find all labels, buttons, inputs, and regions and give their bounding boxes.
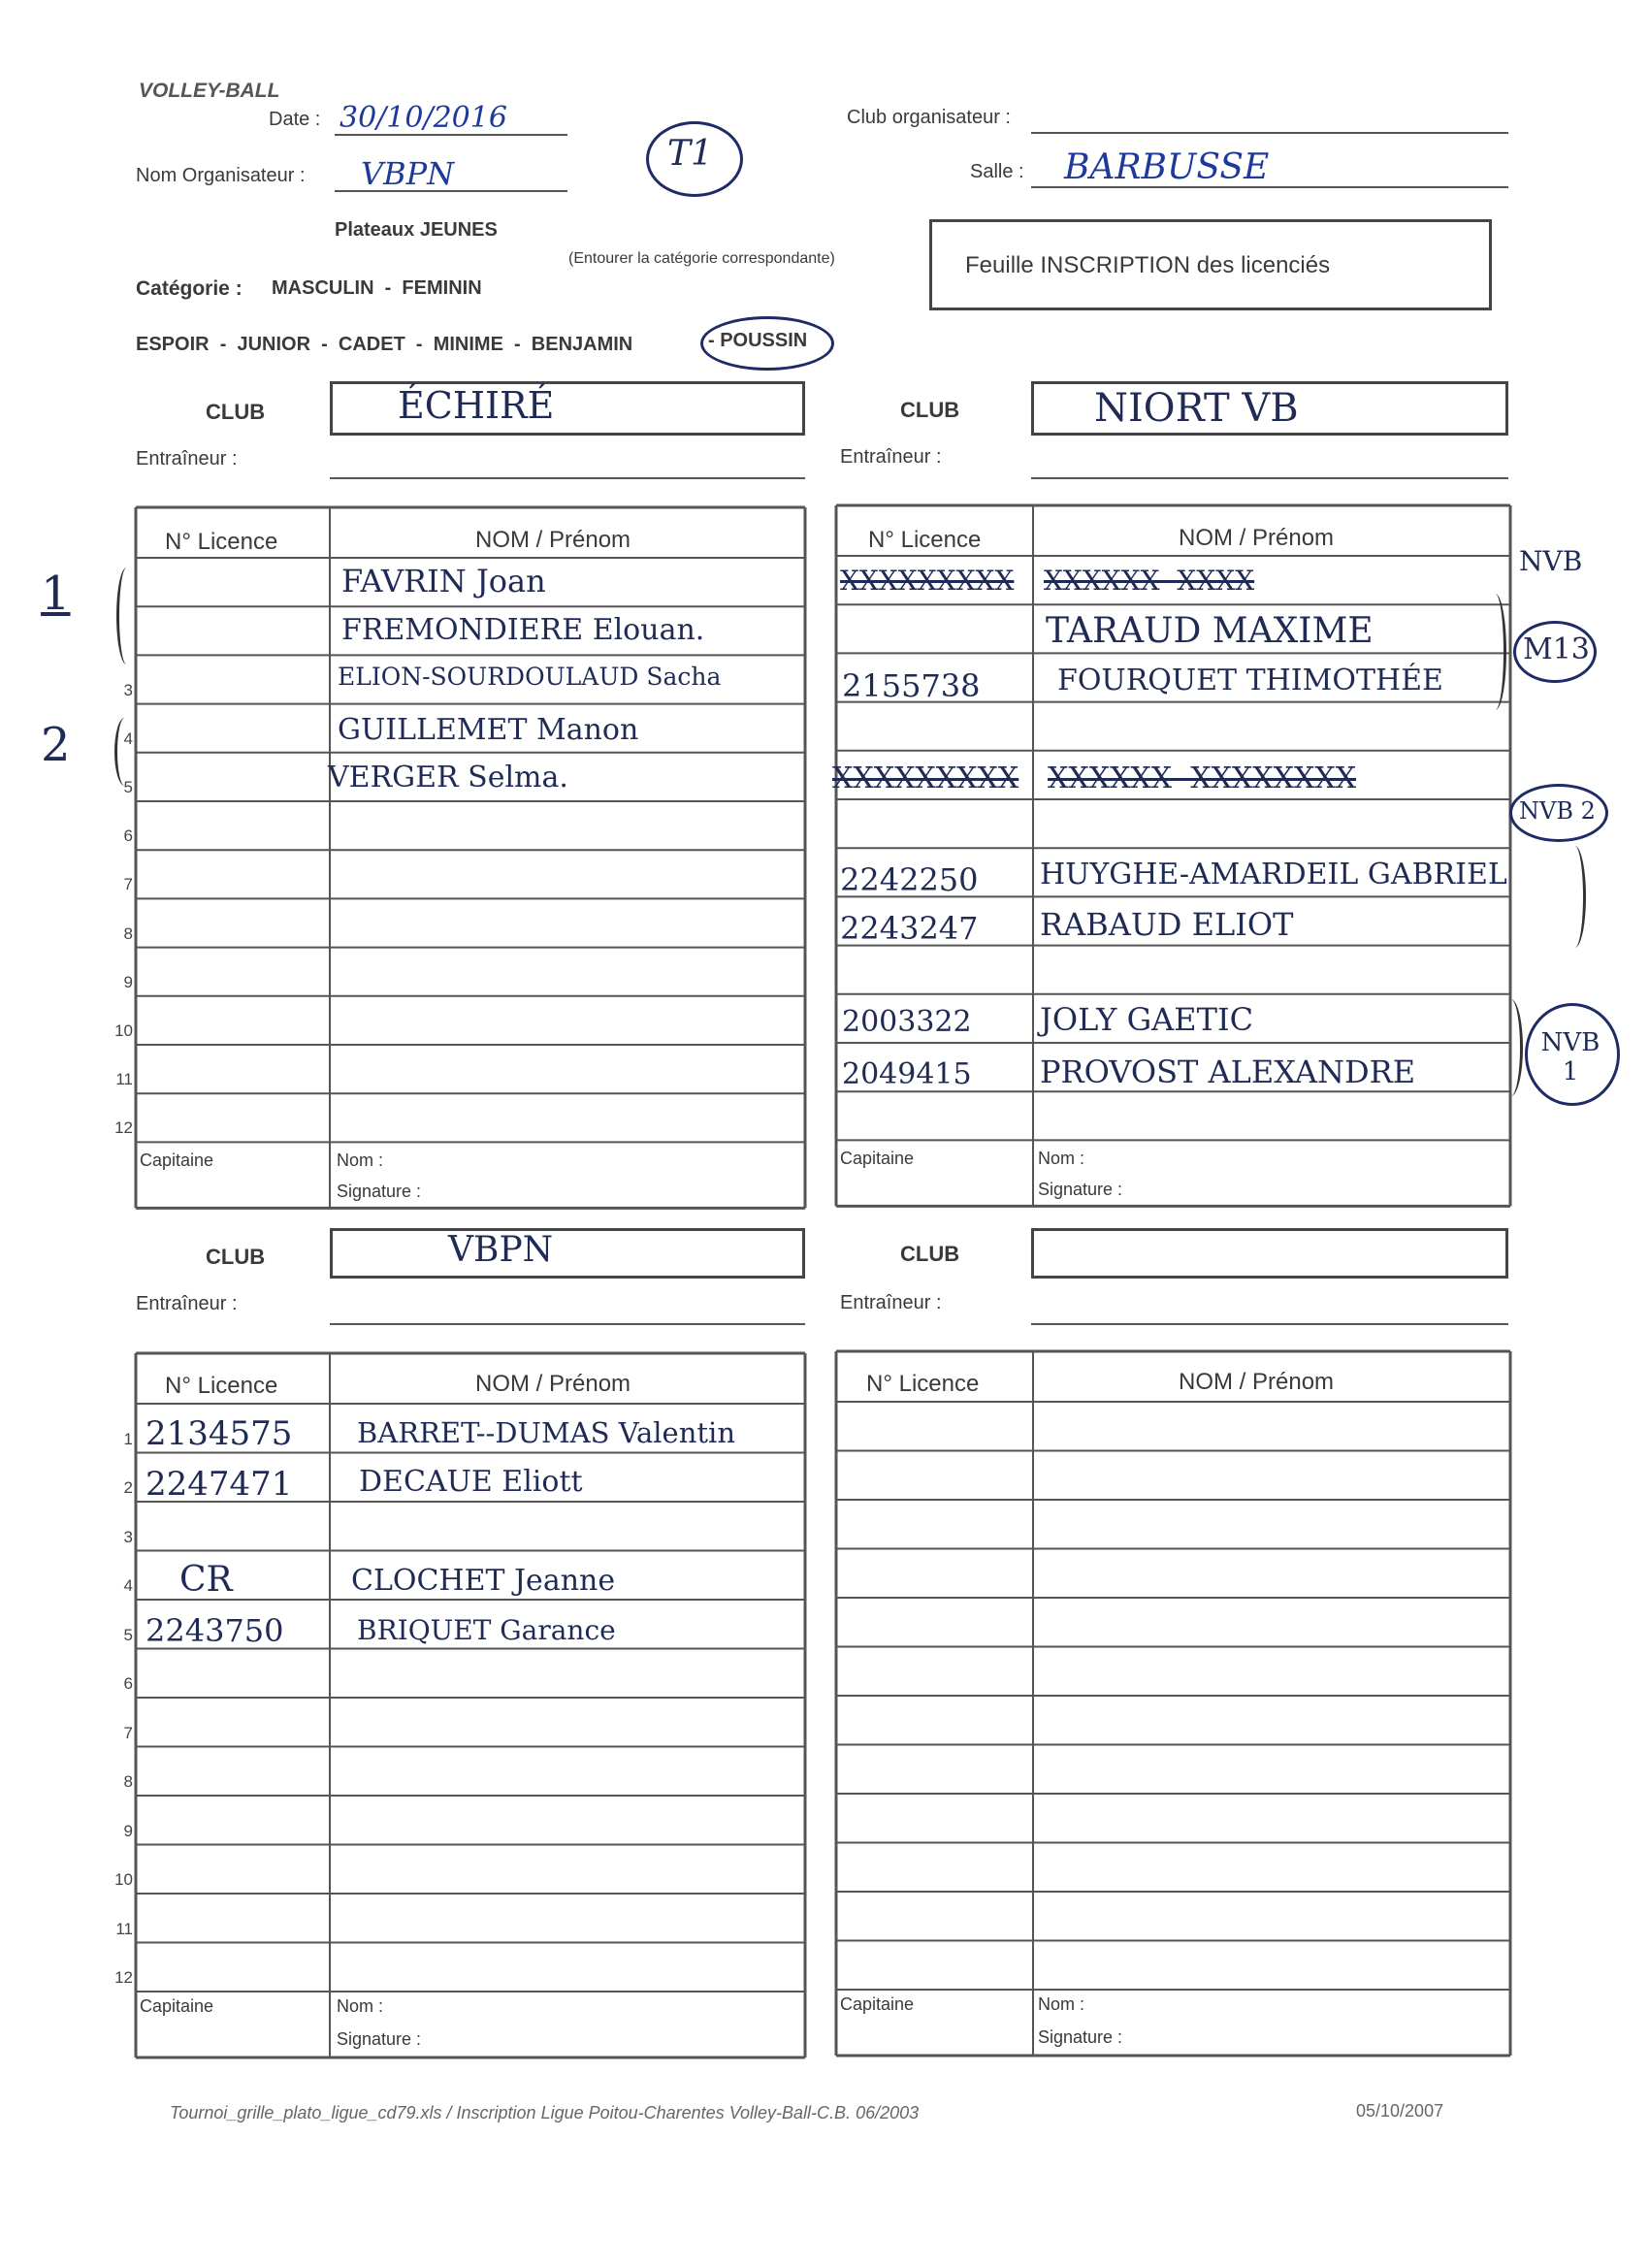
licence-header: N° Licence	[868, 527, 982, 553]
club-label: CLUB	[206, 400, 266, 424]
nom-header: NOM / Prénom	[475, 1371, 631, 1397]
capitaine-nom-label: Nom :	[337, 1150, 384, 1170]
club-org-line	[1031, 132, 1508, 134]
niort-row-8-licence: 2243247	[840, 910, 979, 947]
niort-row-5-struck: XXXXXXXXX	[832, 761, 1019, 795]
annotation-m13: M13	[1523, 632, 1590, 666]
capitaine-signature-label: Signature :	[337, 1182, 422, 1201]
margin-bracket-1	[116, 567, 137, 664]
row-number: 8	[123, 923, 133, 943]
niort-row-10-licence: 2003322	[842, 1005, 972, 1039]
niort-row-7-licence: 2242250	[840, 861, 979, 898]
row-number: 7	[123, 875, 133, 894]
vbpn-row-4-nom: CLOCHET Jeanne	[351, 1564, 616, 1598]
niort-row-11-nom: PROVOST ALEXANDRE	[1040, 1053, 1416, 1090]
row-number: 7	[123, 1723, 133, 1742]
club-name: NIORT VB	[1094, 386, 1299, 431]
echire-row-5-nom: VERGER Selma.	[328, 761, 568, 794]
categorie-label: Catégorie :	[136, 277, 242, 300]
entraineur-label: Entraîneur :	[840, 446, 942, 468]
niort-bracket-2	[1564, 846, 1586, 948]
licence-header: N° Licence	[866, 1371, 980, 1397]
capitaine-nom-label: Nom :	[1038, 1994, 1085, 2014]
niort-bracket-3	[1499, 999, 1523, 1096]
niort-row-8-nom: RABAUD ELIOT	[1040, 906, 1294, 943]
margin-mark-1: 1	[41, 567, 71, 621]
capitaine-label: Capitaine	[840, 1994, 915, 2014]
entraineur-line	[1031, 477, 1508, 479]
entraineur-label: Entraîneur :	[840, 1292, 942, 1313]
categories-selected: - POUSSIN	[708, 330, 808, 351]
club-label: CLUB	[900, 398, 960, 422]
row-number: 1	[123, 1429, 133, 1448]
plateaux-title: Plateaux JEUNES	[335, 219, 498, 241]
club-name: ÉCHIRÉ	[398, 384, 555, 427]
salle-value: BARBUSSE	[1064, 147, 1270, 187]
niort-row-2-nom: TARAUD MAXIME	[1046, 611, 1374, 651]
entraineur-line	[330, 1323, 805, 1325]
capitaine-label: Capitaine	[140, 1996, 214, 2016]
organisateur-value: VBPN	[361, 155, 455, 192]
salle-label: Salle :	[970, 161, 1024, 182]
club-name-box	[330, 1228, 805, 1279]
niort-row-10-nom: JOLY GAETIC	[1040, 1001, 1254, 1038]
row-number: 4	[123, 729, 133, 748]
vbpn-row-1-nom: BARRET--DUMAS Valentin	[357, 1416, 735, 1449]
entraineur-line	[1031, 1323, 1508, 1325]
annotation-nvb1: NVB 1	[1540, 1028, 1600, 1086]
vbpn-row-2-licence: 2247471	[146, 1465, 293, 1504]
niort-row-5-nom-struck: XXXXXX XXXXXXXX	[1048, 761, 1357, 795]
club-label: CLUB	[206, 1245, 266, 1269]
annotation-nvb: NVB	[1519, 545, 1583, 577]
row-number: 11	[115, 1919, 133, 1938]
salle-line	[1031, 186, 1508, 188]
row-number: 6	[123, 826, 133, 846]
footer-file: Tournoi_grille_plato_ligue_cd79.xls / Inscription Ligue Poitou-Charentes Volley-Ball-C.B. 06/2003	[170, 2103, 920, 2122]
club-name: VBPN	[448, 1230, 554, 1270]
row-number: 4	[123, 1576, 133, 1595]
date-line	[335, 134, 567, 136]
entraineur-label: Entraîneur :	[136, 1293, 238, 1314]
row-number: 9	[123, 1821, 133, 1840]
entraineur-line	[330, 477, 805, 479]
row-number: 8	[123, 1772, 133, 1791]
entraineur-label: Entraîneur :	[136, 448, 238, 470]
row-number: 9	[123, 972, 133, 991]
organisateur-label: Nom Organisateur :	[136, 165, 306, 186]
capitaine-label: Capitaine	[840, 1149, 915, 1168]
row-number: 3	[123, 680, 133, 699]
vbpn-row-4-licence: CR	[179, 1560, 233, 1600]
vbpn-row-5-nom: BRIQUET Garance	[357, 1614, 616, 1646]
nom-header: NOM / Prénom	[475, 527, 631, 553]
niort-row-11-licence: 2049415	[842, 1057, 972, 1091]
niort-row-7-nom: HUYGHE-AMARDEIL GABRIEL	[1040, 858, 1507, 891]
categories-line: ESPOIR - JUNIOR - CADET - MINIME - BENJAMIN	[136, 334, 633, 355]
row-number: 10	[114, 1021, 133, 1040]
capitaine-signature-label: Signature :	[337, 2029, 422, 2049]
row-number: 6	[123, 1674, 133, 1693]
licence-header: N° Licence	[165, 1373, 278, 1399]
club-name-box	[1031, 1228, 1508, 1279]
feuille-title: Feuille INSCRIPTION des licenciés	[965, 252, 1331, 278]
row-number: 12	[114, 1118, 133, 1138]
capitaine-label: Capitaine	[140, 1150, 214, 1170]
row-number: 5	[123, 778, 133, 796]
organisateur-line	[335, 190, 567, 192]
club-org-label: Club organisateur :	[847, 107, 1011, 128]
niort-row-1-struck: XXXXXXXXX	[840, 565, 1015, 597]
echire-row-4-nom: GUILLEMET Manon	[338, 713, 639, 747]
row-number: 5	[123, 1625, 133, 1644]
club-label: CLUB	[900, 1242, 960, 1266]
echire-row-3-nom: ELION-SOURDOULAUD Sacha	[338, 663, 722, 691]
capitaine-nom-label: Nom :	[1038, 1149, 1085, 1168]
vbpn-row-1-licence: 2134575	[146, 1414, 293, 1453]
date-value: 30/10/2016	[340, 101, 507, 135]
entourer-note: (Entourer la catégorie correspondante)	[568, 250, 835, 267]
capitaine-nom-label: Nom :	[337, 1996, 384, 2016]
row-number: 2	[123, 1478, 133, 1497]
row-number: 3	[123, 1527, 133, 1546]
niort-row-3-nom: FOURQUET THIMOTHÉE	[1057, 664, 1443, 697]
echire-row-1-nom: FAVRIN Joan	[341, 563, 546, 599]
nom-header: NOM / Prénom	[1179, 1369, 1335, 1395]
vbpn-row-2-nom: DECAUE Eliott	[359, 1465, 583, 1499]
row-number: 12	[114, 1968, 133, 1987]
vbpn-row-5-licence: 2243750	[146, 1612, 284, 1649]
circled-mark: T1	[667, 134, 713, 174]
date-label: Date :	[269, 109, 321, 130]
margin-bracket-2	[114, 718, 135, 786]
footer-date: 05/10/2007	[1356, 2101, 1444, 2121]
sport-title: VOLLEY-BALL	[139, 80, 280, 102]
niort-row-1-nom-struck: XXXXXX XXXX	[1044, 565, 1255, 597]
row-number: 10	[114, 1870, 133, 1889]
licence-header: N° Licence	[165, 529, 278, 555]
niort-bracket-1	[1484, 594, 1506, 710]
categorie-gender: MASCULIN - FEMININ	[272, 277, 482, 299]
row-number: 11	[115, 1070, 133, 1089]
margin-mark-2: 2	[41, 718, 71, 772]
capitaine-signature-label: Signature :	[1038, 1180, 1123, 1199]
echire-row-2-nom: FREMONDIERE Elouan.	[341, 613, 705, 647]
capitaine-signature-label: Signature :	[1038, 2027, 1123, 2047]
nom-header: NOM / Prénom	[1179, 525, 1335, 551]
niort-row-3-licence: 2155738	[842, 667, 981, 704]
annotation-nvb2: NVB 2	[1519, 797, 1596, 825]
